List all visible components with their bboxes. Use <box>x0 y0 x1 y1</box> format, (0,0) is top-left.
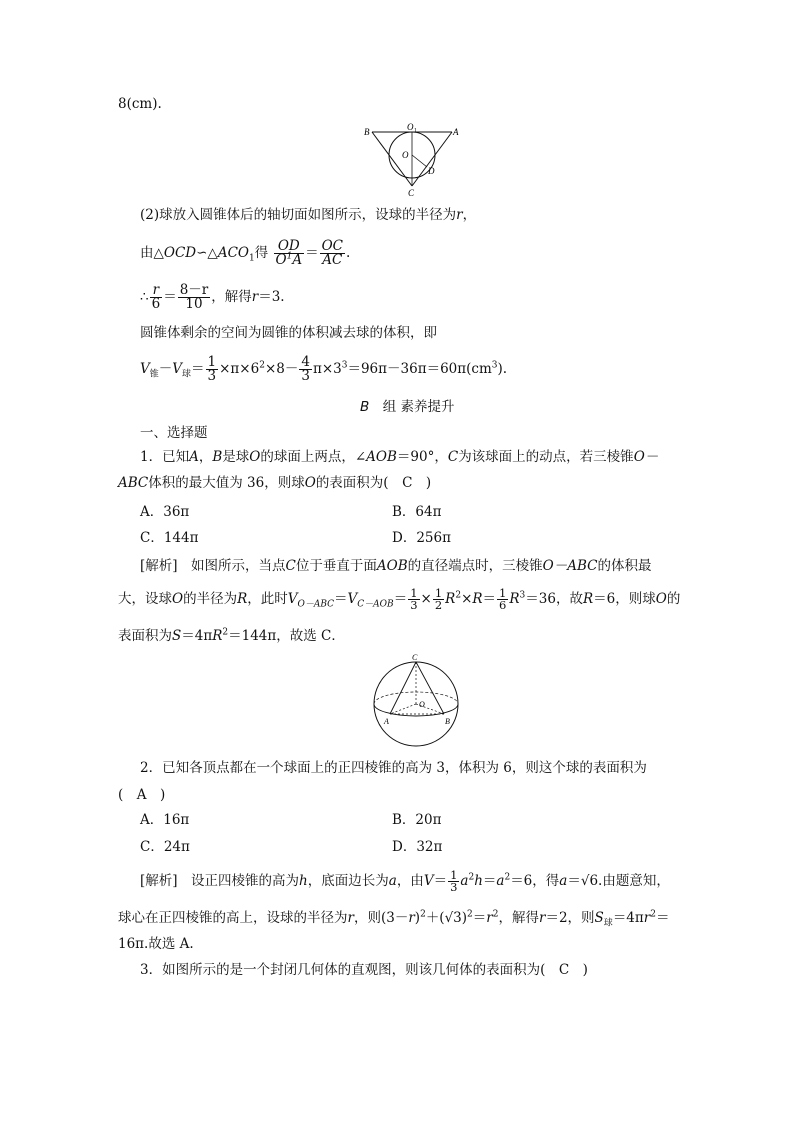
q1-line2: ABC体积的最大值为 36，则球O的表面积为( C ) <box>118 475 432 491</box>
q1-option-c[interactable]: C．144π <box>140 530 199 546</box>
fraction-r-6: $\frac{r}{6}$ <box>151 282 161 312</box>
a1-line1: [解析] 如图所示，当点C位于垂直于面AOB的直径端点时，三棱锥O－ABC的体积最 <box>140 558 652 574</box>
fig1-label-c: C <box>408 188 415 198</box>
part-title: 一、选择题 <box>140 425 208 441</box>
fraction-oc-ac: $\frac{OC}{AC}$ <box>321 238 343 268</box>
q2-option-d[interactable]: D．32π <box>392 839 443 855</box>
answer-line: 8(cm). <box>118 96 162 112</box>
p2-solve: ∴ $\frac{r}{6}$ ＝ $\frac{8-r}{10}$ ，解得r＝3. <box>140 282 285 312</box>
a2-line2: 球心在正四棱锥的高上，设球的半径为r，则$(3-r)^2+(√3)^2=r^2$，解得r＝2，则$S_球=4\pi r^2=$ <box>118 909 670 929</box>
q1-line1: 1．已知A，B是球O的球面上两点，∠AOB＝90°，C为该球面上的动点，若三棱锥O－ <box>140 449 659 465</box>
fig1-label-o: O <box>402 150 409 160</box>
fig1-label-o1: O <box>407 122 414 132</box>
p2-volume: $V_锥-V_球=$ $\frac{1}{3}$ $\times\pi\times 6^2\times 8-$ $\frac{4}{3}$ $\pi\times 3^3=96\pi-36\pi=60\pi(cm^3)$. <box>140 354 508 384</box>
fig1-right-edge <box>412 132 452 186</box>
q1-option-d[interactable]: D．256π <box>392 530 451 546</box>
p2-rest: 圆锥体剩余的空间为圆锥的体积减去球的体积，即 <box>140 325 437 341</box>
fig2-label-o: O <box>419 700 425 709</box>
q3-line1: 3．如图所示的是一个封闭几何体的直观图，则该几何体的表面积为( C ) <box>140 962 588 978</box>
fig1-label-a: A <box>453 127 459 137</box>
fig2-edge-ca <box>390 662 416 714</box>
cone-section-figure <box>360 122 464 202</box>
fraction-od-o1a: $\frac{OD}{O^1A}$ <box>275 238 303 268</box>
p2-intro: (2)球放入圆锥体后的轴切面如图所示，设球的半径为r， <box>140 207 477 223</box>
q2-option-b[interactable]: B．20π <box>392 812 442 828</box>
fig1-label-o1-sub: 1 <box>414 128 417 134</box>
a1-line2: 大，设球O的半径为R，此时$V_{O-ABC}=V_{C-AOB}=$ $\frac{1}{3}$ × $\frac{1}{2}$ $R^2\times R=$ $\frac{1}{6}$ $R^3=36$，故R＝6，则球O的 <box>118 586 681 612</box>
q2-line2: ( A ) <box>118 787 166 803</box>
fig2-label-a: A <box>384 717 389 726</box>
a2-line1: [解析] 设正四棱锥的高为h，底面边长为a，由V＝ $\frac{1}{3}$ $a^2h=a^2=6$，得a＝√6.由题意知， <box>140 868 670 894</box>
section-title: B 组 素养提升 <box>360 399 455 415</box>
fig1-label-b: B <box>364 127 370 137</box>
p2-similarity: 由$\triangle OCD∽\triangle ACO_1$得 $\frac{OD}{O^1A}$ ＝ $\frac{OC}{AC}$ . <box>140 238 351 268</box>
q2-line1: 2．已知各顶点都在一个球面上的正四棱锥的高为 3，体积为 6，则这个球的表面积为 <box>140 760 647 776</box>
fig1-radius-od <box>412 155 427 167</box>
fig2-label-c: C <box>412 654 418 662</box>
q1-option-a[interactable]: A．36π <box>140 504 190 520</box>
q2-option-a[interactable]: A．16π <box>140 812 190 828</box>
q1-option-b[interactable]: B．64π <box>392 504 442 520</box>
fraction-8-r-10: $\frac{8-r}{10}$ <box>179 282 209 312</box>
sphere-pyramid-figure <box>364 654 470 748</box>
q2-option-c[interactable]: C．24π <box>140 839 190 855</box>
a2-line3: 16π.故选 A. <box>118 936 194 952</box>
fig2-label-b: B <box>445 717 450 726</box>
a1-line3: 表面积为$S=4\pi R^2=144\pi$，故选 C． <box>118 627 345 644</box>
fig1-label-d: D <box>428 166 435 176</box>
